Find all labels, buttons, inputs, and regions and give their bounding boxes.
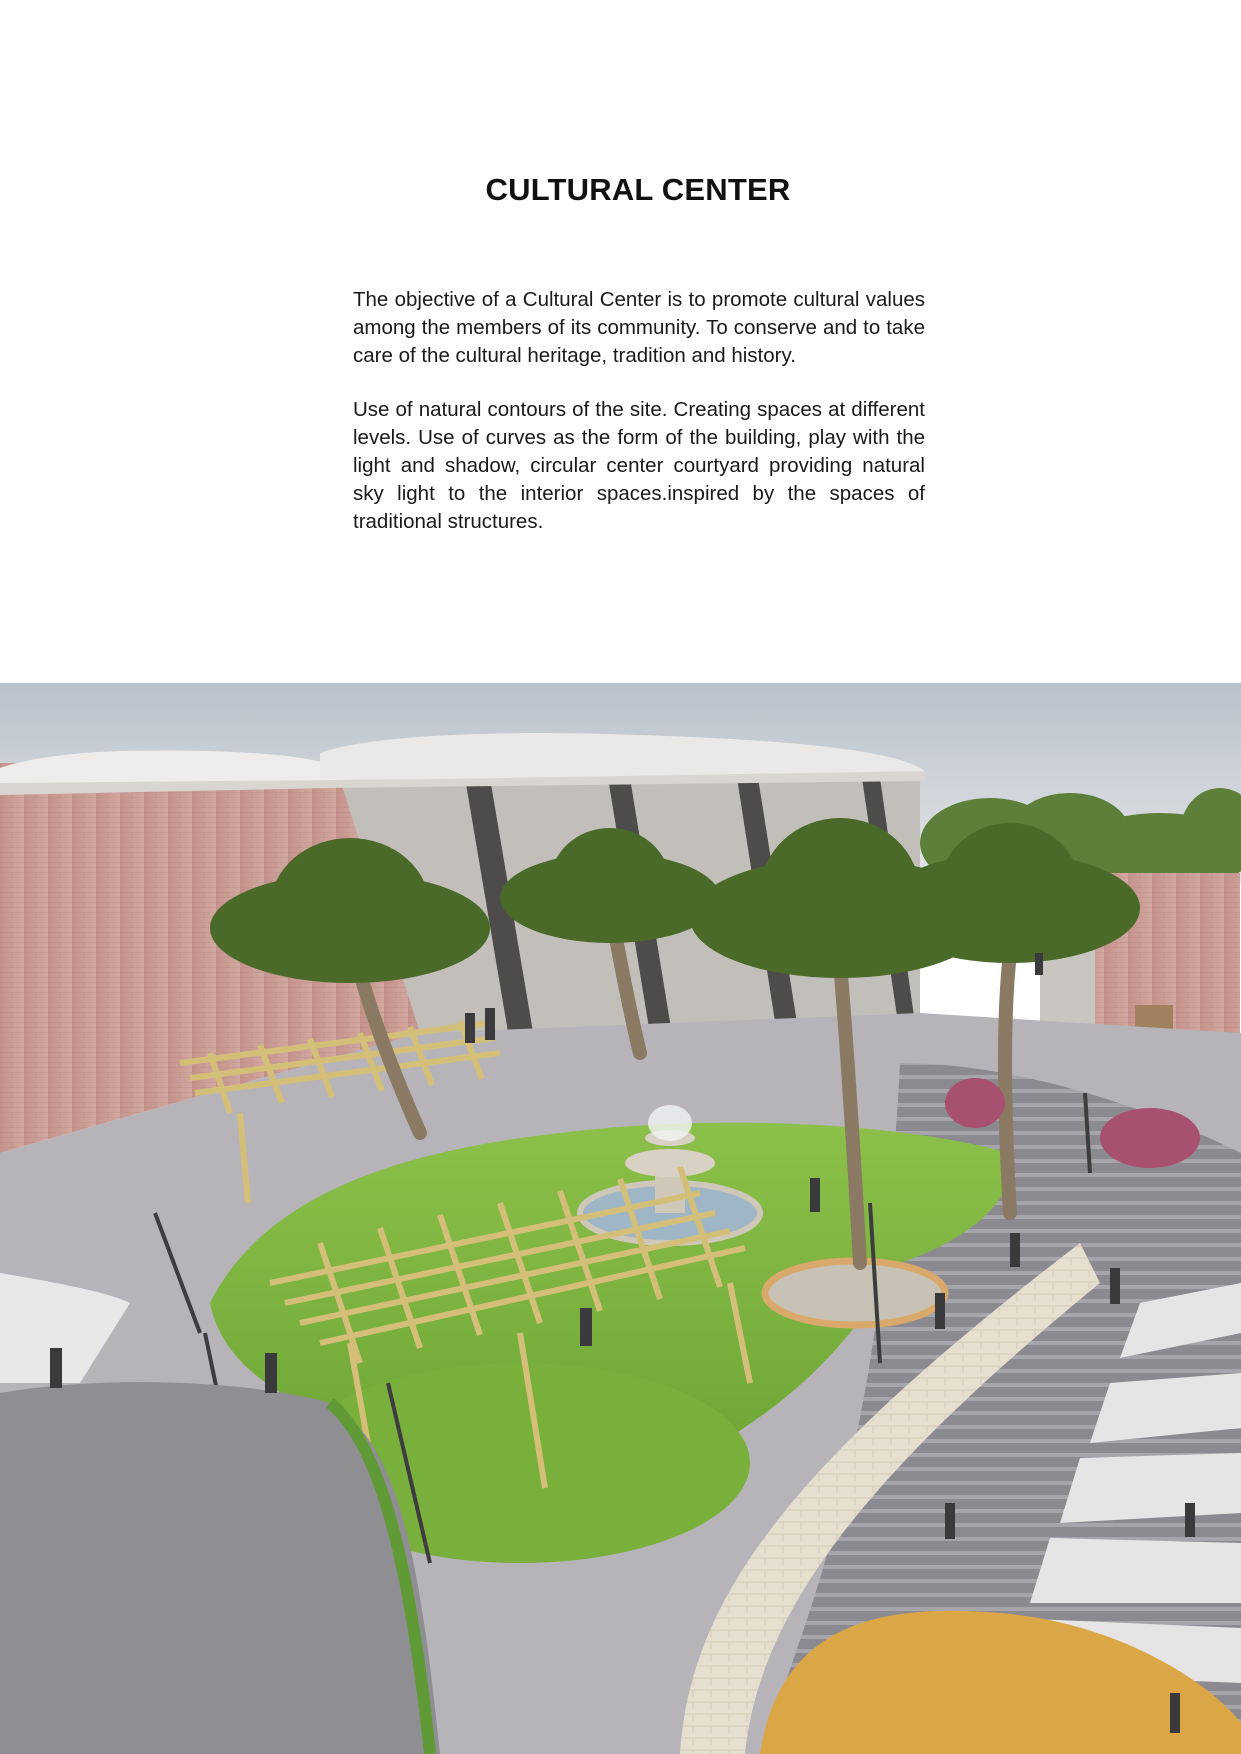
- description-text: [353, 286, 925, 562]
- paragraph-design-concept: Use of natural contours of the site. Creating spaces at different levels. Use of curves as the form of the building, play with the light and shadow, circular center courtyard providing natural sky light to the interior spaces.inspired by the spaces of traditional structures.: [353, 398, 925, 533]
- courtyard-render-image: [0, 683, 1241, 1754]
- render-illustration: [0, 683, 1241, 1754]
- circular-bench: [765, 1261, 945, 1325]
- paragraph-objective: The objective of a Cultural Center is to promote cultural values among the members of its community. To conserve and to take care of the cultural heritage, tradition and history.: [353, 288, 925, 367]
- page-title: CULTURAL CENTER: [485, 172, 791, 207]
